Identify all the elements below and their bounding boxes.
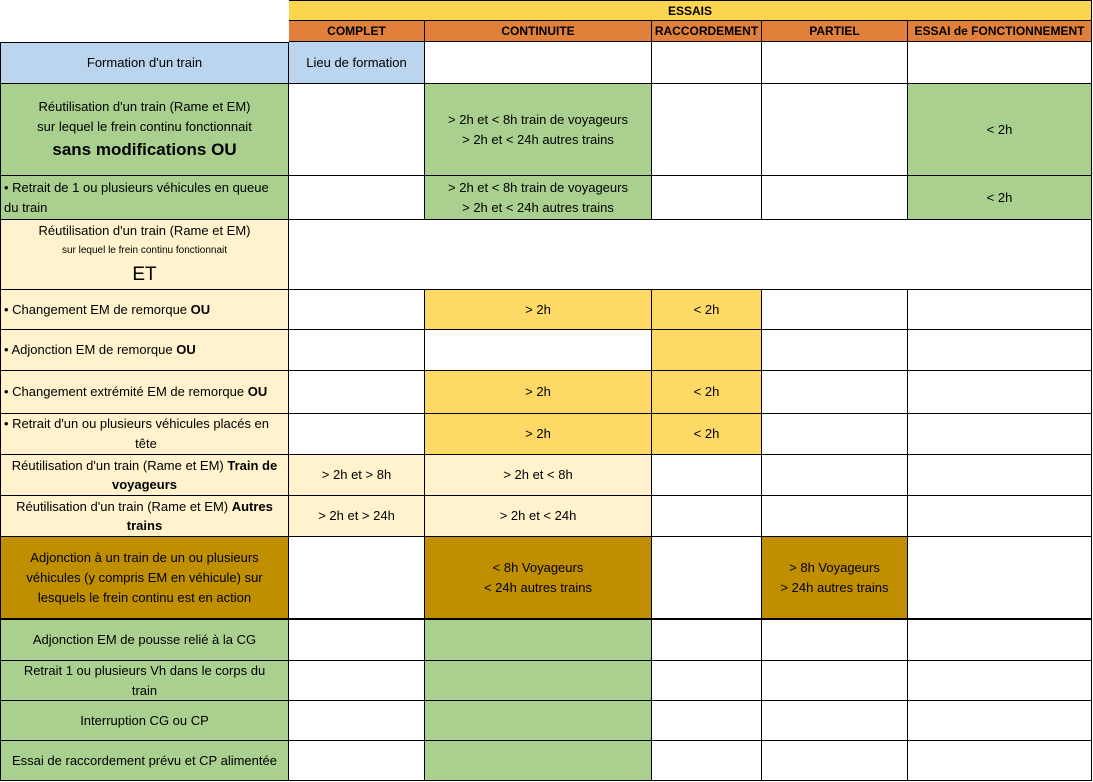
row-reutilisation-sans-modif-label xyxy=(0,84,289,176)
row-adjonction-vehicules-label xyxy=(0,537,289,620)
r7-label xyxy=(4,382,267,402)
r11-line3: lesquels le frein continu est en action xyxy=(37,589,252,605)
r4-merged xyxy=(289,220,1092,290)
lieu-formation-text: Lieu de formation xyxy=(306,54,407,70)
r6-fonctionnement xyxy=(908,330,1092,371)
r3-line1: • Retrait de 1 ou plusieurs véhicules en queue xyxy=(4,179,269,195)
r15-fonctionnement xyxy=(908,741,1092,781)
r6-label-b: OU xyxy=(176,342,196,357)
r5-partiel xyxy=(762,290,908,330)
r10-label-a: Réutilisation d'un train (Rame et EM) xyxy=(16,499,232,514)
r9-cont: > 2h et < 8h xyxy=(503,467,573,482)
r15-partiel xyxy=(762,741,908,781)
r2-cont1: > 2h et < 8h train de voyageurs xyxy=(448,111,628,127)
row-interruption-label xyxy=(0,701,289,741)
r11-fonctionnement xyxy=(908,537,1092,620)
r12-raccordement xyxy=(652,620,762,661)
r14-continuite xyxy=(425,701,652,741)
row-retrait-tete-label xyxy=(0,414,289,455)
r12-continuite xyxy=(425,620,652,661)
r5-continuite xyxy=(425,290,652,330)
r3-fonct: < 2h xyxy=(986,189,1013,205)
r14-partiel xyxy=(762,701,908,741)
r5-fonctionnement xyxy=(908,290,1092,330)
r7-label-a: • Changement extrémité EM de remorque xyxy=(4,384,248,399)
r7-fonctionnement xyxy=(908,371,1092,414)
r3-raccordement xyxy=(652,176,762,220)
r11-continuite xyxy=(425,537,652,620)
r3-complet xyxy=(289,176,425,220)
r10-complet-text: > 2h et > 24h xyxy=(318,508,395,523)
r5-complet xyxy=(289,290,425,330)
r15-complet xyxy=(289,741,425,781)
r8-complet xyxy=(289,414,425,455)
r3-line2: du train xyxy=(4,199,48,215)
r10-raccordement xyxy=(652,496,762,537)
r9-label-a: Réutilisation d'un train (Rame et EM) xyxy=(11,458,228,473)
r2-line2: sur lequel le frein continu fonctionnait xyxy=(37,118,252,134)
r13-line2: train xyxy=(131,682,158,698)
r5-label-b: OU xyxy=(190,301,211,317)
row-retrait-queue-label xyxy=(0,176,289,220)
r8-raccordement xyxy=(652,414,762,455)
r8-racc: < 2h xyxy=(693,426,720,441)
r14-label: Interruption CG ou CP xyxy=(80,712,209,728)
header-fonctionnement xyxy=(908,21,1092,42)
r4-line1: Réutilisation d'un train (Rame et EM) xyxy=(38,222,251,238)
r13-partiel xyxy=(762,661,908,701)
r9-complet-text: > 2h et > 8h xyxy=(321,467,392,482)
r3-fonctionnement xyxy=(908,176,1092,220)
r11-complet xyxy=(289,537,425,620)
header-raccordement xyxy=(652,21,762,42)
r12-fonctionnement xyxy=(908,620,1092,661)
r6-complet xyxy=(289,330,425,371)
r10-complet xyxy=(289,496,425,537)
r12-partiel xyxy=(762,620,908,661)
r11-part1: > 8h Voyageurs xyxy=(789,559,880,575)
header-continuite-text: CONTINUITE xyxy=(501,24,575,38)
r7-continuite xyxy=(425,371,652,414)
row-retrait-corps-label xyxy=(0,661,289,701)
row-formation-complet xyxy=(289,42,425,84)
r8-continuite xyxy=(425,414,652,455)
r8-line1: • Retrait d'un ou plusieurs véhicules placés en xyxy=(4,416,270,431)
r15-continuite xyxy=(425,741,652,781)
r9-fonctionnement xyxy=(908,455,1092,496)
header-complet xyxy=(289,21,425,42)
header-complet-text: COMPLET xyxy=(327,24,386,38)
r4-line2: sur lequel le frein continu fonctionnait xyxy=(61,244,228,256)
row-formation-label xyxy=(0,42,289,84)
r9-label xyxy=(1,456,288,494)
r3-cont1: > 2h et < 8h train de voyageurs xyxy=(448,179,628,195)
r8-partiel xyxy=(762,414,908,455)
r11-part2: > 24h autres trains xyxy=(780,579,889,595)
r6-raccordement xyxy=(652,330,762,371)
r9-complet xyxy=(289,455,425,496)
r3-continuite xyxy=(425,176,652,220)
r7-cont: > 2h xyxy=(525,384,551,399)
r7-raccordement xyxy=(652,371,762,414)
r14-fonctionnement xyxy=(908,701,1092,741)
header-raccordement-text: RACCORDEMENT xyxy=(654,24,759,38)
r11-cont2: < 24h autres trains xyxy=(483,579,593,595)
r6-partiel xyxy=(762,330,908,371)
row-reutilisation-voyageurs-label xyxy=(0,455,289,496)
r9-label-b: Train de voyageurs xyxy=(111,458,278,492)
r11-line1: Adjonction à un train de un ou plusieurs xyxy=(30,549,259,565)
row-formation-fonctionnement xyxy=(908,42,1092,84)
row-essai-raccordement-label xyxy=(0,741,289,781)
r2-cont2: > 2h et < 24h autres trains xyxy=(462,131,614,147)
r13-fonctionnement xyxy=(908,661,1092,701)
r11-cont1: < 8h Voyageurs xyxy=(492,559,584,575)
r9-continuite xyxy=(425,455,652,496)
r15-label: Essai de raccordement prévu et CP alimentée xyxy=(12,752,277,768)
r6-continuite xyxy=(425,330,652,371)
row-adjonction-em-label xyxy=(0,330,289,371)
row-changement-em-label xyxy=(0,290,289,330)
r10-cont: > 2h et < 24h xyxy=(499,508,577,523)
r10-label-b: Autres trains xyxy=(126,499,273,533)
r3-partiel xyxy=(762,176,908,220)
r7-racc: < 2h xyxy=(693,384,720,399)
row-formation-partiel xyxy=(762,42,908,84)
header-partiel xyxy=(762,21,908,42)
r8-line2: tête xyxy=(135,436,157,451)
r15-raccordement xyxy=(652,741,762,781)
header-continuite xyxy=(425,21,652,42)
row-changement-extremite-label xyxy=(0,371,289,414)
r8-cont: > 2h xyxy=(525,426,551,441)
r12-complet xyxy=(289,620,425,661)
r14-complet xyxy=(289,701,425,741)
r5-racc: < 2h xyxy=(693,301,720,317)
r9-partiel xyxy=(762,455,908,496)
r2-continuite xyxy=(425,84,652,176)
row-reutilisation-et-label xyxy=(0,220,289,290)
r10-continuite xyxy=(425,496,652,537)
r3-cont2: > 2h et < 24h autres trains xyxy=(462,199,614,215)
r2-complet xyxy=(289,84,425,176)
r13-continuite xyxy=(425,661,652,701)
r5-raccordement xyxy=(652,290,762,330)
r2-fonct: < 2h xyxy=(986,121,1013,137)
r11-line2: véhicules (y compris EM en véhicule) sur xyxy=(26,569,263,585)
header-fonctionnement-text: ESSAI de FONCTIONNEMENT xyxy=(914,24,1085,38)
r2-raccordement xyxy=(652,84,762,176)
r7-complet xyxy=(289,371,425,414)
r6-label xyxy=(4,340,196,360)
r5-cont: > 2h xyxy=(525,301,551,317)
r6-label-a: • Adjonction EM de remorque xyxy=(4,342,177,357)
r8-fonctionnement xyxy=(908,414,1092,455)
r13-complet xyxy=(289,661,425,701)
r7-label-b: OU xyxy=(247,384,268,399)
row-formation-raccordement xyxy=(652,42,762,84)
header-partiel-text: PARTIEL xyxy=(809,24,860,38)
r2-fonctionnement xyxy=(908,84,1092,176)
r14-raccordement xyxy=(652,701,762,741)
row-reutilisation-autres-label xyxy=(0,496,289,537)
row-formation-continuite xyxy=(425,42,652,84)
r4-line3: ET xyxy=(132,263,157,285)
row-formation-text: Formation d'un train xyxy=(86,55,203,70)
header-essais-text: ESSAIS xyxy=(667,3,712,18)
r5-label xyxy=(4,300,210,320)
row-adjonction-pousse-label xyxy=(0,620,289,661)
r11-partiel xyxy=(762,537,908,620)
r5-label-a: • Changement EM de remorque xyxy=(4,301,191,317)
r7-partiel xyxy=(762,371,908,414)
r10-label xyxy=(1,497,288,535)
header-essais xyxy=(289,0,1092,21)
r10-partiel xyxy=(762,496,908,537)
r9-raccordement xyxy=(652,455,762,496)
r10-fonctionnement xyxy=(908,496,1092,537)
r13-raccordement xyxy=(652,661,762,701)
r11-raccordement xyxy=(652,537,762,620)
r12-label: Adjonction EM de pousse relié à la CG xyxy=(32,632,257,647)
r2-line3: sans modifications OU xyxy=(52,139,237,159)
r2-partiel xyxy=(762,84,908,176)
r2-line1: Réutilisation d'un train (Rame et EM) xyxy=(38,98,251,114)
r13-line1: Retrait 1 ou plusieurs Vh dans le corps du xyxy=(23,662,266,678)
